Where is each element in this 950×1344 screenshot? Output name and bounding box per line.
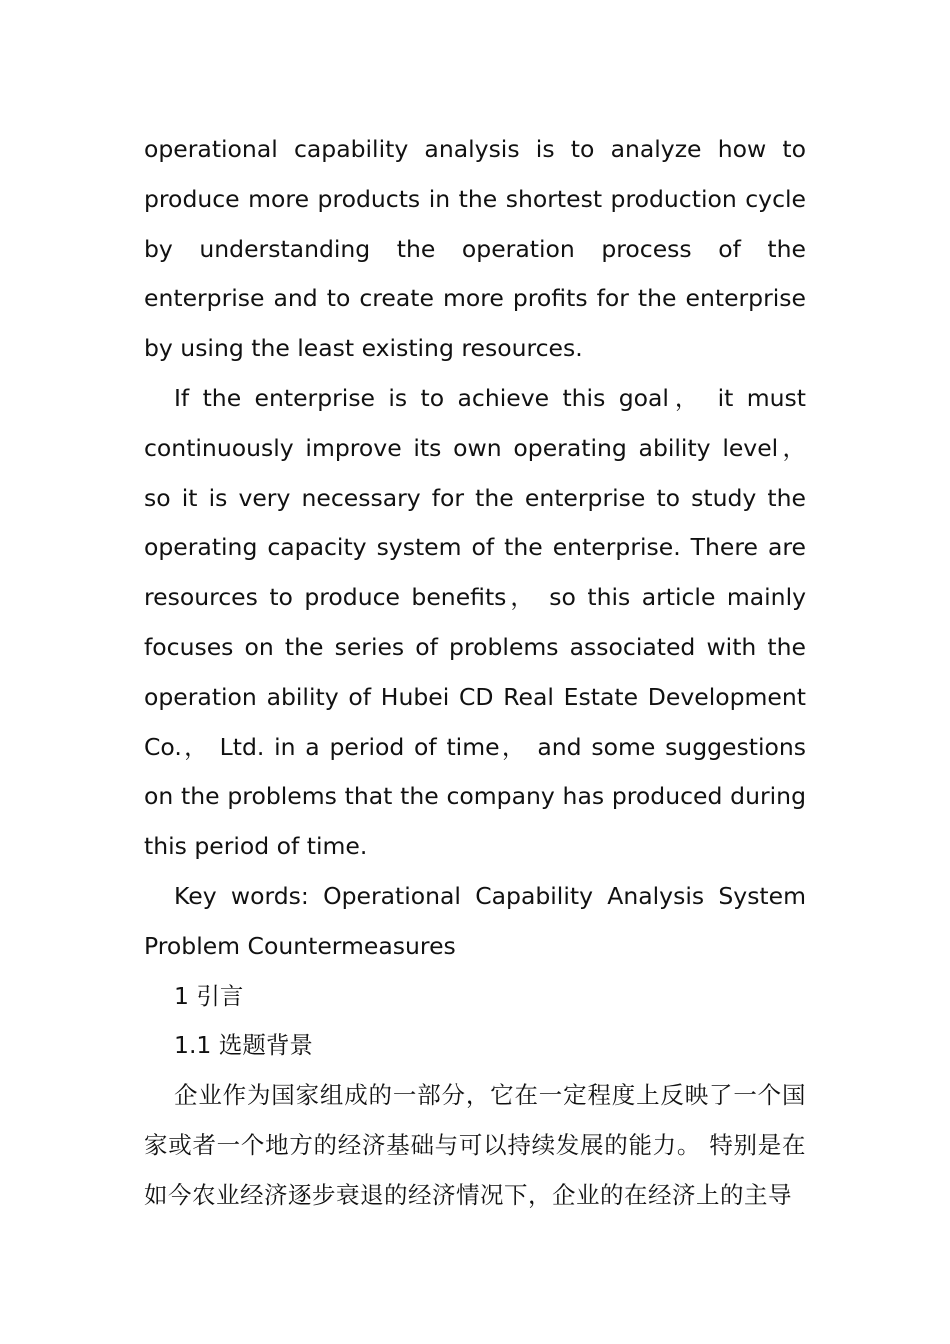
document-body	[144, 125, 806, 1221]
subsection-heading-background: 1.1 选题背景	[174, 1031, 313, 1060]
keywords-paragraph: Key words: Operational Capability Analysis System Problem Countermeasures	[144, 881, 806, 960]
section-heading-introduction: 1 引言	[174, 981, 244, 1010]
abstract-paragraph-continuation: operational capability analysis is to analyze how to produce more products in the shortest production cycle by understanding the operation process of the enterprise and to create more profits for the enterprise by using the least existing resources.	[144, 135, 806, 363]
body-paragraph-chinese: 企业作为国家组成的一部分，它在一定程度上反映了一个国家或者一个地方的经济基础与可以持续发展的能力。 特别是在如今农业经济逐步衰退的经济情况下，企业的在经济上的主导	[144, 1081, 806, 1209]
abstract-paragraph: If the enterprise is to achieve this goal， it must continuously improve its own operating ability level， so it is very necessary for the enterprise to study the operating capacity system of the enterprise. There are resources to produce benefits， so this article mainly focuses on the series of problems associated with the operation ability of Hubei CD Real Estate Development Co.， Ltd. in a period of time， and some suggestions on the problems that the company has produced during this period of time.	[144, 383, 806, 861]
